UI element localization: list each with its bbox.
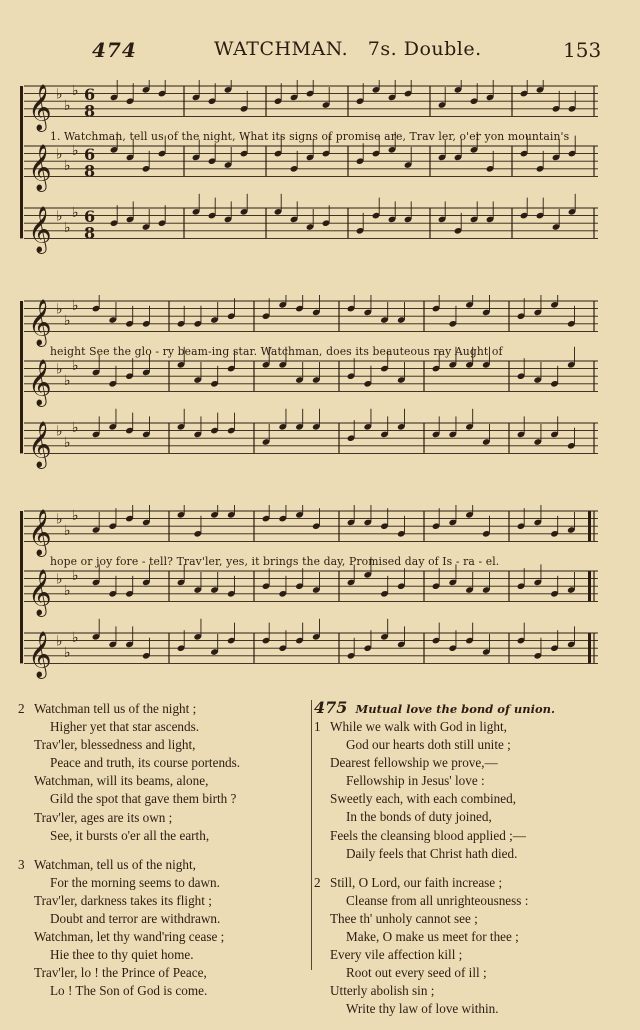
treble-clef-icon: 𝄞 [28,144,52,191]
flat-icon: ♭ [72,507,79,524]
verse-line: See, it bursts o'er all the earth, [50,827,210,843]
flat-icon: ♭ [56,146,63,163]
verse-line: Cleanse from all unrighteousness : [346,892,529,908]
hymn-475-heading [314,700,614,718]
flat-icon: ♭ [64,645,71,661]
verse-line: Every vile affection kill ; [330,947,463,963]
staff-group-3 [20,505,602,685]
verse-line: God our hearts doth still unite ; [346,737,511,753]
flat-icon: ♭ [56,361,63,378]
verse-line: Peace and truth, its course portends. [50,755,241,771]
flat-icon: ♭ [56,511,63,528]
time-signature-top: 6 [84,85,96,105]
verse-line: Higher yet that star ascends. [50,719,200,735]
verse-1 [314,718,614,863]
flat-icon: ♭ [64,220,71,236]
hymn-number: 474 [92,38,137,62]
treble-clef-icon: 𝄞 [28,206,52,253]
verse-line: Lo ! The Son of God is come. [50,983,208,999]
flat-icon: ♭ [64,583,71,599]
verse-line: Trav'ler, lo ! the Prince of Peace, [34,965,207,981]
flat-icon: ♭ [72,419,79,436]
flat-icon: ♭ [72,567,79,584]
tune-meter: 7s. Double. [367,38,482,60]
verse-number: 2 [314,874,321,890]
verse-line: Doubt and terror are withdrawn. [50,911,221,927]
verse-line: Daily feels that Christ hath died. [346,845,518,861]
flat-icon: ♭ [64,523,71,539]
time-signature-bottom: 8 [84,101,96,121]
verse-line: Root out every seed of ill ; [346,965,487,981]
final-barline [588,511,591,541]
flat-icon: ♭ [72,204,79,221]
system-bracket [20,301,23,453]
treble-clef-icon: 𝄞 [28,421,52,468]
lyric-line-3: hope or joy fore - tell? Trav'ler, yes, it brings the day, Promised day of Is - ra - el. [50,555,500,568]
verse-line: Sweetly each, with each combined, [330,791,517,807]
verse-line: Trav'ler, darkness takes its flight ; [34,892,212,908]
flat-icon: ♭ [56,571,63,588]
verse-line: Make, O make us meet for thee ; [346,929,519,945]
verse-2 [18,700,310,845]
flat-icon: ♭ [64,373,71,389]
verse-line: Trav'ler, blessedness and light, [34,737,196,753]
verse-number: 2 [18,701,25,716]
treble-clef-icon: 𝄞 [28,84,52,131]
time-signature-bottom: 8 [84,223,96,243]
flat-icon: ♭ [64,158,71,174]
music-system-2 [20,295,602,475]
flat-icon: ♭ [56,423,63,440]
verse-line: Dearest fellowship we prove,— [330,755,498,771]
lyric-line-1: 1. Watchman, tell us of the night, What its signs of promise are, Trav ler, o'er yon mountain's [50,130,570,143]
flat-icon: ♭ [72,629,79,646]
verse-line: While we walk with God in light, [330,719,507,734]
music-system-3 [20,505,602,685]
verse-line: Watchman, tell us of the night, [34,856,196,872]
treble-clef-icon: 𝄞 [28,631,52,678]
verse-line: Thee th' unholy cannot see ; [330,910,478,926]
verse-line: Utterly abolish sin ; [330,983,435,999]
page-number: 153 [563,38,602,62]
final-barline [588,571,591,601]
verse-line: Trav'ler, ages are its own ; [34,809,173,825]
system-bracket [20,511,23,663]
system-bracket [20,86,23,238]
treble-clef-icon: 𝄞 [28,569,52,616]
verse-line: Fellowship in Jesus' love : [346,773,485,789]
staff-group-1 [20,80,602,262]
staff-group-2 [20,295,602,475]
verse-2 [314,874,614,1019]
flat-icon: ♭ [72,297,79,314]
flat-icon: ♭ [56,301,63,318]
verse-number: 1 [314,719,321,734]
verse-line: Watchman tell us of the night ; [34,701,197,716]
verse-line: Still, O Lord, our faith increase ; [330,874,503,890]
verse-line: Watchman, will its beams, alone, [34,773,209,789]
page-header [0,38,640,68]
verse-3 [18,856,310,1001]
final-barline [588,633,591,663]
hymn-475-number: 475 [314,698,348,717]
lyric-line-2: height See the glo - ry beam-ing star. Watchman, does its beauteous ray Aught of [50,345,503,358]
flat-icon: ♭ [56,633,63,650]
tune-name: WATCHMAN. [214,38,349,60]
treble-clef-icon: 𝄞 [28,509,52,556]
music-system-1 [20,80,602,262]
verse-line: Gild the spot that gave them birth ? [50,791,237,807]
verse-line: Watchman, let thy wand'ring cease ; [34,929,225,945]
flat-icon: ♭ [56,208,63,225]
column-divider [311,700,312,970]
flat-icon: ♭ [72,142,79,159]
flat-icon: ♭ [56,86,63,103]
flat-icon: ♭ [72,357,79,374]
flat-icon: ♭ [64,98,71,114]
time-signature-top: 6 [84,207,96,227]
treble-clef-icon: 𝄞 [28,299,52,346]
time-signature-bottom: 8 [84,161,96,181]
verse-number: 3 [18,856,25,872]
treble-clef-icon: 𝄞 [28,359,52,406]
hymn-475-title: Mutual love the bond of union. [355,702,556,716]
time-signature-top: 6 [84,145,96,165]
verse-line: Write thy law of love within. [346,1001,499,1017]
verse-line: For the morning seems to dawn. [50,874,220,890]
hymn-475-verses [314,700,614,1030]
verse-line: Feels the cleansing blood applied ;— [330,827,526,843]
flat-icon: ♭ [72,82,79,99]
hymn-474-verses [18,700,310,1012]
verse-line: In the bonds of duty joined, [346,809,492,825]
flat-icon: ♭ [64,435,71,451]
flat-icon: ♭ [64,313,71,329]
tune-title [214,38,482,60]
verse-line: Hie thee to thy quiet home. [50,947,194,963]
